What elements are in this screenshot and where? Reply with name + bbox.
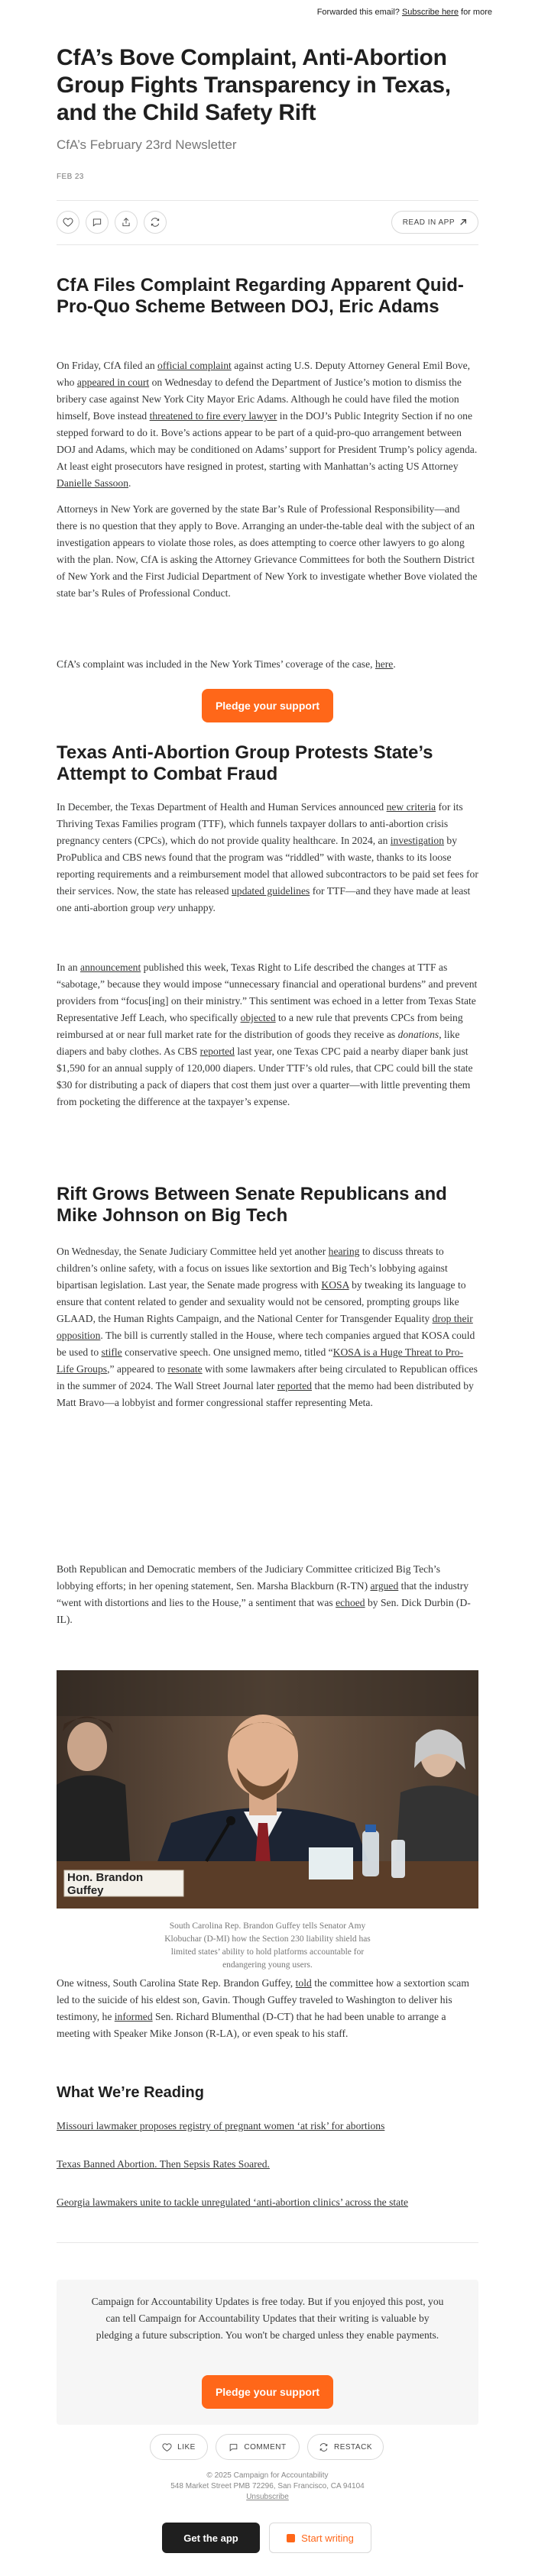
text: very [157, 902, 176, 913]
restack-label: RESTACK [334, 2442, 372, 2452]
comment-pill-button[interactable] [216, 2434, 300, 2460]
text: for TTF—and they have made at least one anti-abortion group [57, 885, 471, 913]
text: that the memo had been distributed by Matt Bravo—a lobbyist and former congressional staffer representing Meta. [57, 1380, 474, 1408]
photo-caption: South Carolina Rep. Brandon Guffey tells Senator Amy Klobuchar (D-MI) how the Section 230 liability shield has limited states’ ability to hold platforms accountable for endangering young users. [164, 1921, 371, 1970]
link-appeared-in-court[interactable]: appeared in court [76, 377, 150, 388]
read-in-app-label: READ IN APP [402, 218, 455, 227]
section-heading-big-tech: Rift Grows Between Senate Republicans and Mike Johnson on Big Tech [57, 1184, 447, 1226]
text: that the industry “went with distortions and lies to the House,” a sentiment that was [57, 1580, 469, 1608]
share-icon [121, 217, 131, 228]
link-kosa[interactable]: KOSA [321, 1279, 349, 1291]
section1-paragraph-1 [57, 357, 478, 492]
forward-tail: for more [461, 8, 492, 17]
section2-paragraph-2 [57, 959, 478, 1110]
section1-paragraph-2: Attorneys in New York are governed by the state Bar’s Rule of Professional Responsibility—and there is no question that they apply to Bove. Arranging an under-the-table deal with the subject of an investigation appears to violate those roles, as does attempting to coerce other lawyers to go along with the plan. Now, CfA is asking the Attorney Grievance Committees for both the Southern District of New York and the First Judicial Department of New York to investigate whether Bove violated the state bar’s Rules of Professional Conduct. [57, 503, 478, 599]
link-threatened-to-fire[interactable]: threatened to fire every lawyer [149, 410, 277, 422]
restack-pill-button[interactable] [307, 2434, 384, 2460]
section-heading-bove: CfA Files Complaint Regarding Apparent Quid-Pro-Quo Scheme Between DOJ, Eric Adams [57, 275, 464, 317]
divider [57, 244, 478, 245]
section3-paragraph-2 [57, 1561, 478, 1628]
like-button[interactable] [57, 211, 79, 234]
start-writing-button[interactable] [269, 2523, 371, 2553]
copyright: © 2025 Campaign for Accountability [206, 2471, 329, 2480]
comment-button[interactable] [86, 211, 109, 234]
text: in the DOJ’s Public Integrity Section if no one stepped forward to do it. Bove’s actions appear to be part of a quid-pro-quo arrangement between DOJ and Adams, which may be conditioned on Adams’ support for President Trump’s policy agenda. At least eight prosecutors have resigned in protest, starting with Manhattan’s acting US Attorney [57, 410, 478, 472]
start-writing-label: Start writing [301, 2532, 354, 2544]
restack-icon [150, 217, 160, 228]
link-echoed[interactable]: echoed [336, 1597, 365, 1608]
text: On Friday, CfA filed an [57, 360, 155, 371]
text: on Wednesday to defend the Department of Justice’s motion to dismiss the bribery case against New York City Mayor Eric Adams. Although he could have filed the motion himself, Bove instead [57, 377, 462, 422]
link-updated-guidelines[interactable]: updated guidelines [232, 885, 310, 897]
comment-icon [229, 2442, 238, 2452]
section1-paragraph-3 [57, 656, 478, 673]
address: 548 Market Street PMB 72296, San Francisco, CA 94104 [170, 2482, 365, 2490]
comment-label: COMMENT [244, 2442, 287, 2452]
link-told[interactable]: told [295, 1977, 312, 1989]
text: Sen. Richard Blumenthal (D-CT) that he had been unable to arrange a meeting with Speaker Mike Jonson (R-LA), or even speak to his staff. [57, 2011, 446, 2039]
post-subtitle: CfA’s February 23rd Newsletter [57, 137, 237, 152]
link-kosa-memo[interactable]: KOSA is a Huge Threat to Pro-Life Groups [57, 1346, 464, 1375]
text: On Wednesday, the Senate Judiciary Committee held yet another [57, 1246, 326, 1257]
like-pill-button[interactable] [150, 2434, 208, 2460]
comment-icon [92, 217, 102, 228]
link-drop-opposition[interactable]: drop their opposition [57, 1313, 473, 1341]
post-date: FEB 23 [57, 173, 84, 181]
forward-text: Forwarded this email? [316, 8, 400, 17]
heart-icon [162, 2442, 172, 2452]
link-new-criteria[interactable]: new criteria [386, 801, 436, 813]
text: ,” appeared to [107, 1363, 165, 1375]
text: against acting U.S. Deputy Attorney General Emil Bove, who [57, 360, 471, 388]
text: unhappy. [177, 902, 216, 913]
link-argued[interactable]: argued [370, 1580, 399, 1592]
reading-link-2[interactable]: Texas Banned Abortion. Then Sepsis Rates Soared. [57, 2158, 270, 2170]
subscribe-link[interactable]: Subscribe here [401, 8, 459, 17]
heart-icon [63, 217, 73, 228]
text: by ProPublica and CBS news found that the program was “riddled” with waste, thanks to its loose reporting requirements and a reimbursement model that allowed subcontractors to be paid set fees for their services. Now, the state has released [57, 835, 478, 897]
text: Both Republican and Democratic members of the Judiciary Committee criticized Big Tech’s lobbying efforts; in her opening statement, Sen. Marsha Blackburn (R-TN) [57, 1563, 440, 1592]
link-official-complaint[interactable]: official complaint [157, 360, 232, 371]
link-investigation[interactable]: investigation [390, 835, 445, 846]
photo-nameplate: Hon. Brandon Guffey [67, 1871, 144, 1897]
text: . [128, 477, 131, 489]
text: to a new rule that prevents CPCs from being reimbursed at or near full market rate for the distribution of goods they receive as [57, 1012, 463, 1040]
text: CfA’s complaint was included in the New York Times’ coverage of the case, [57, 658, 373, 670]
unsubscribe-link[interactable]: Unsubscribe [246, 2493, 289, 2501]
reading-link-3[interactable]: Georgia lawmakers unite to tackle unregulated ‘anti-abortion clinics’ across the state [57, 2196, 409, 2208]
section3-paragraph-3 [57, 1975, 478, 2042]
link-resonate[interactable]: resonate [167, 1363, 203, 1375]
text: conservative speech. One unsigned memo, titled “ [125, 1346, 333, 1358]
link-cbs-reported[interactable]: reported [199, 1046, 235, 1057]
link-stifle[interactable]: stifle [101, 1346, 122, 1358]
pledge-support-button-footer[interactable]: Pledge your support [202, 2375, 333, 2409]
pledge-promo-text: Campaign for Accountability Updates is free today. But if you enjoyed this post, you can tell Campaign for Accountability Updates that their writing is valuable by pledging a future subscription. You won't be charged unless they enable payments. [91, 2296, 444, 2341]
text: to discuss threats to children’s online safety, with a focus on issues like sextortion and Big Tech’s lobbying against bipartisan legislation. Last year, the Senate made progress with [57, 1246, 448, 1291]
text: published this week, Texas Right to Life described the changes at TTF as “sabotage,” because they would impose “unnecessary financial and operational burdens” and prevent providers from “focus[ing] on their ministry.” This sentiment was echoed in a letter from Texas State Representative Jeff Leach, who specifically [57, 962, 478, 1023]
link-objected[interactable]: objected [240, 1012, 276, 1023]
text: In an [57, 962, 78, 973]
section3-paragraph-1 [57, 1243, 478, 1411]
text: donations [397, 1029, 439, 1040]
link-wsj-reported[interactable]: reported [277, 1380, 313, 1391]
hearing-photo[interactable] [57, 1670, 478, 1909]
text: In December, the Texas Department of Health and Human Services announced [57, 801, 384, 813]
section-heading-texas: Texas Anti-Abortion Group Protests State’s Attempt to Combat Fraud [57, 742, 433, 784]
text: , like diapers and baby clothes. As CBS [57, 1029, 460, 1057]
restack-icon [319, 2442, 329, 2452]
text: . The bill is currently stalled in the House, where tech companies argued that KOSA could be used to [57, 1330, 475, 1358]
arrow-up-right-icon [459, 218, 467, 226]
text: One witness, South Carolina State Rep. Brandon Guffey, [57, 1977, 293, 1989]
link-here[interactable]: here [374, 658, 394, 670]
divider [57, 2242, 478, 2243]
share-button[interactable] [115, 211, 138, 234]
substack-logo-icon [287, 2534, 295, 2542]
text: . [393, 658, 396, 670]
reading-heading: What We’re Reading [57, 2084, 204, 2101]
reading-link-1[interactable]: Missouri lawmaker proposes registry of pregnant women ‘at risk’ for abortions [57, 2120, 385, 2132]
get-the-app-button[interactable]: Get the app [162, 2523, 260, 2553]
link-announcement[interactable]: announcement [79, 962, 141, 973]
forward-notice [317, 8, 492, 17]
text: by Sen. Dick Durbin (D-IL). [57, 1597, 471, 1625]
text: for its Thriving Texas Families program (TTF), which funnels taxpayer dollars to anti-abortion crisis pregnancy centers (CPCs), which do not provide quality healthcare. In 2024, an [57, 801, 463, 846]
text: last year, one Texas CPC paid a nearby diaper bank just $1,590 for an annual supply of 120,000 diapers. Under TTF’s old rules, that CPC could bill the state $30 for distributing a pack of diapers that cost them just over a quarter—with little preventing them from pocketing the difference at the taxpayer’s expense. [57, 1046, 473, 1107]
post-title[interactable]: CfA’s Bove Complaint, Anti-Abortion Group Fights Transparency in Texas, and the Child Safety Rift [57, 45, 451, 125]
like-label: LIKE [177, 2442, 196, 2452]
text: with some lawmakers after being circulated to Republican offices in the summer of 2024. The Wall Street Journal later [57, 1363, 478, 1391]
section2-paragraph-1 [57, 799, 478, 916]
read-in-app-button[interactable] [391, 211, 478, 234]
text: by tweaking its language to ensure that content related to gender and sexuality would not be censored, prompting groups like GLAAD, the Human Rights Campaign, and the National Center for Transgender Equality [57, 1279, 466, 1324]
link-danielle-sassoon[interactable]: Danielle Sassoon [57, 477, 129, 489]
pledge-support-button[interactable]: Pledge your support [202, 689, 333, 722]
link-hearing[interactable]: hearing [328, 1246, 360, 1257]
restack-button[interactable] [144, 211, 167, 234]
text: the committee how a sextortion scam led to the suicide of his eldest son, Gavin. Though Guffey traveled to Washington to deliver his testimony, he [57, 1977, 469, 2022]
link-informed[interactable]: informed [114, 2011, 153, 2022]
divider [57, 200, 478, 201]
